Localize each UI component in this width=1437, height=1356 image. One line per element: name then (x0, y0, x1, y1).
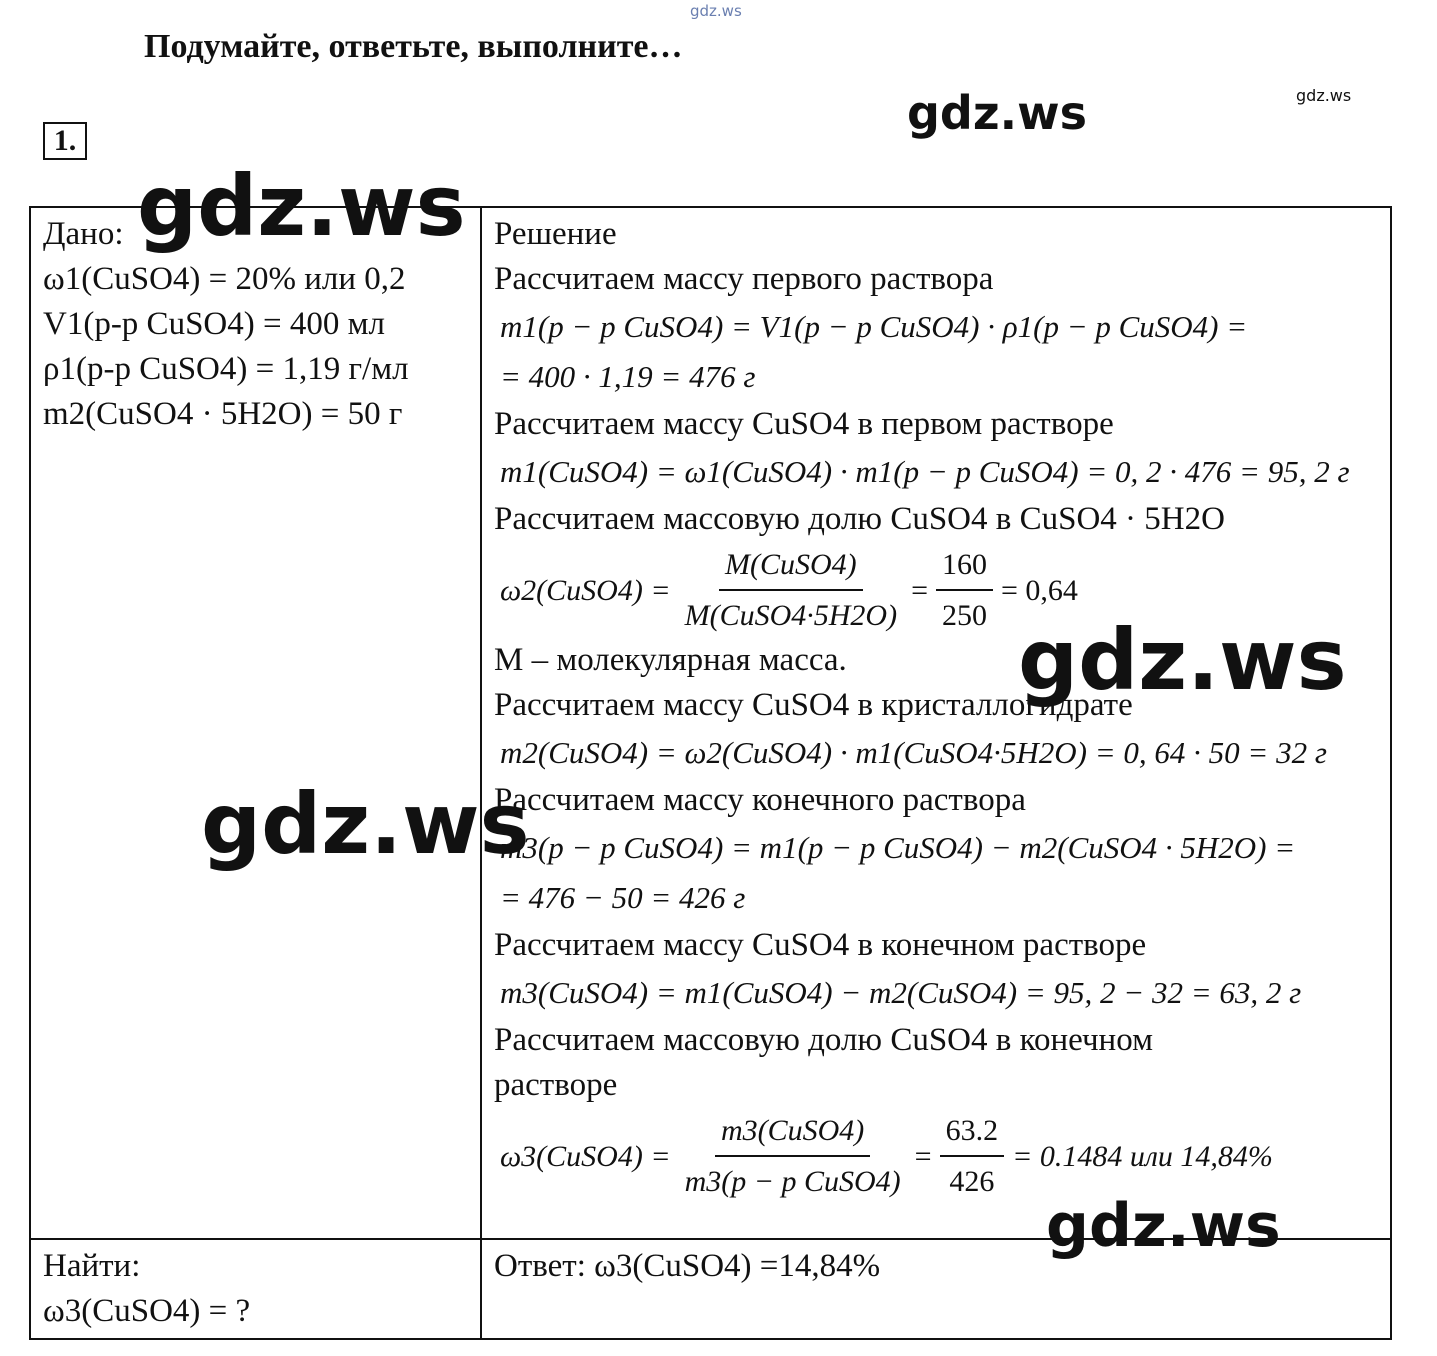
find-title: Найти: (43, 1248, 141, 1284)
equals-sign: = (914, 1139, 932, 1173)
watermark-big-4: gdz.ws (1046, 1191, 1281, 1261)
step-text: Рассчитаем массу CuSO4 в первом растворе (494, 406, 1114, 442)
watermark-big-2: gdz.ws (1018, 611, 1347, 709)
given-line: m2(CuSO4 · 5H2O) = 50 г (43, 396, 403, 432)
solution-cell (481, 207, 1391, 1239)
find-cell (30, 1239, 481, 1339)
find-line: ω3(CuSO4) = ? (43, 1293, 251, 1329)
watermark-big-3: gdz.ws (201, 775, 530, 873)
formula-lhs: ω2(CuSO4) = (500, 573, 671, 607)
answer-text: Ответ: ω3(CuSO4) =14,84% (494, 1248, 881, 1284)
step-text: Рассчитаем массу CuSO4 в кристаллогидрате (494, 687, 1133, 723)
task-number: 1. (43, 122, 87, 160)
page-heading: Подумайте, ответьте, выполните… (144, 28, 683, 65)
fraction-denominator: m3(р − р CuSO4) (684, 1165, 901, 1198)
fraction-denominator: 250 (942, 599, 987, 632)
formula-lhs: ω3(CuSO4) = (500, 1139, 671, 1173)
step-text: Рассчитаем массу CuSO4 в конечном растворе (494, 927, 1147, 963)
watermark-tiny: gdz.ws (690, 2, 742, 20)
fraction-numerator: M(CuSO4) (719, 542, 863, 591)
step-text: Рассчитаем массу конечного раствора (494, 782, 1026, 818)
formula: m2(CuSO4) = ω2(CuSO4) · m1(CuSO4·5H2O) = 0, 64 · 50 = 32 г (500, 735, 1327, 770)
formula: m1(р − р CuSO4) = V1(р − р CuSO4) · ρ1(р − р CuSO4) = (500, 309, 1248, 344)
fraction-numerator: 160 (936, 542, 993, 591)
watermark-medium: gdz.ws (907, 86, 1087, 140)
fraction (936, 542, 993, 638)
given-title: Дано: (43, 216, 124, 252)
note-text: M – молекулярная масса. (494, 642, 847, 678)
fraction-formula (494, 1108, 1378, 1204)
step-text: Рассчитаем массу первого раствора (494, 261, 994, 297)
formula-result: = 0,64 (1001, 573, 1078, 607)
given-cell (30, 207, 481, 1239)
given-line: V1(р-р CuSO4) = 400 мл (43, 306, 385, 342)
fraction (679, 542, 903, 638)
formula: = 400 · 1,19 = 476 г (500, 359, 756, 394)
formula: m3(р − р CuSO4) = m1(р − р CuSO4) − m2(CuSO4 · 5H2O) = (500, 830, 1296, 865)
step-text: Рассчитаем массовую долю CuSO4 в CuSO4 · 5H2O (494, 501, 1225, 537)
fraction (679, 1108, 907, 1204)
solution-table (29, 206, 1392, 1340)
equals-sign: = (911, 573, 928, 607)
formula: m1(CuSO4) = ω1(CuSO4) · m1(р − р CuSO4) = 0, 2 · 476 = 95, 2 г (500, 454, 1350, 489)
fraction (940, 1108, 1005, 1204)
given-line: ω1(CuSO4) = 20% или 0,2 (43, 261, 406, 297)
fraction-numerator: 63.2 (940, 1108, 1005, 1157)
formula-result: = 0.1484 или 14,84% (1012, 1139, 1273, 1173)
fraction-denominator: 426 (949, 1165, 995, 1198)
fraction-denominator: M(CuSO4·5H2O) (684, 599, 898, 632)
step-text: Рассчитаем массовую долю CuSO4 в конечном (494, 1022, 1153, 1058)
formula: m3(CuSO4) = m1(CuSO4) − m2(CuSO4) = 95, 2 − 32 = 63, 2 г (500, 975, 1302, 1010)
solution-title: Решение (494, 216, 617, 252)
fraction-numerator: m3(CuSO4) (715, 1108, 870, 1157)
watermark-small: gdz.ws (1296, 86, 1352, 105)
watermark-big-1: gdz.ws (137, 157, 466, 255)
formula: = 476 − 50 = 426 г (500, 880, 746, 915)
given-line: ρ1(р-р CuSO4) = 1,19 г/мл (43, 351, 409, 387)
step-text: растворе (494, 1067, 618, 1103)
